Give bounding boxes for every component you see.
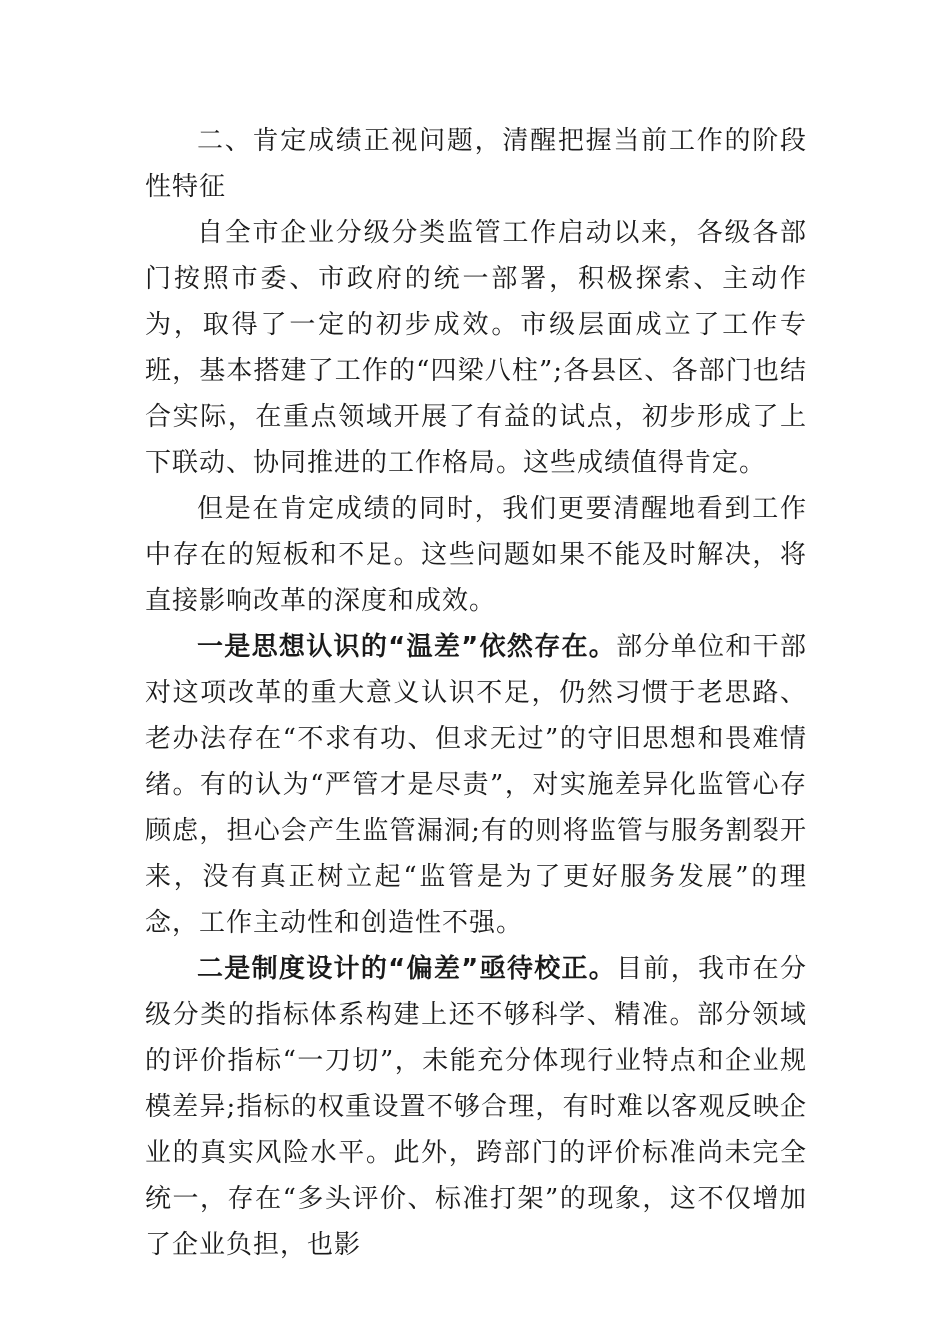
paragraph-lead-bold: 二是制度设计的“偏差”亟待校正。 — [197, 954, 617, 984]
paragraph-lead-bold: 一是思想认识的“温差”依然存在。 — [197, 632, 617, 662]
paragraph-text: 目前，我市在分级分类的指标体系构建上还不够科学、精准。部分领域的评价指标“一刀切”，未能充分体现行业特点和企业规模差异;指标的权重设置不够合理，有时难以客观反映企业的真实风险水平。此外，跨部门的评价标准尚未完全统一，存在“多头评价、标准打架”的现象，这不仅增加了企业负担，也影 — [145, 954, 807, 1260]
paragraph-text: 但是在肯定成绩的同时，我们更要清醒地看到工作中存在的短板和不足。这些问题如果不能及时解决，将直接影响改革的深度和成效。 — [145, 494, 807, 616]
document-page — [145, 118, 807, 1268]
paragraph-shortcomings — [145, 486, 807, 624]
paragraph-achievements — [145, 210, 807, 486]
paragraph-point-two — [145, 946, 807, 1268]
section-heading: 二、肯定成绩正视问题，清醒把握当前工作的阶段性特征 — [145, 126, 807, 202]
paragraph-text: 部分单位和干部对这项改革的重大意义认识不足，仍然习惯于老思路、老办法存在“不求有功、但求无过”的守旧思想和畏难情绪。有的认为“严管才是尽责”，对实施差异化监管心存顾虑，担心会产生监管漏洞;有的则将监管与服务割裂开来，没有真正树立起“监管是为了更好服务发展”的理念，工作主动性和创造性不强。 — [145, 632, 807, 938]
paragraph-text: 自全市企业分级分类监管工作启动以来，各级各部门按照市委、市政府的统一部署，积极探索、主动作为，取得了一定的初步成效。市级层面成立了工作专班，基本搭建了工作的“四梁八柱”;各县区、各部门也结合实际，在重点领域开展了有益的试点，初步形成了上下联动、协同推进的工作格局。这些成绩值得肯定。 — [145, 218, 807, 478]
paragraph-point-one — [145, 624, 807, 946]
